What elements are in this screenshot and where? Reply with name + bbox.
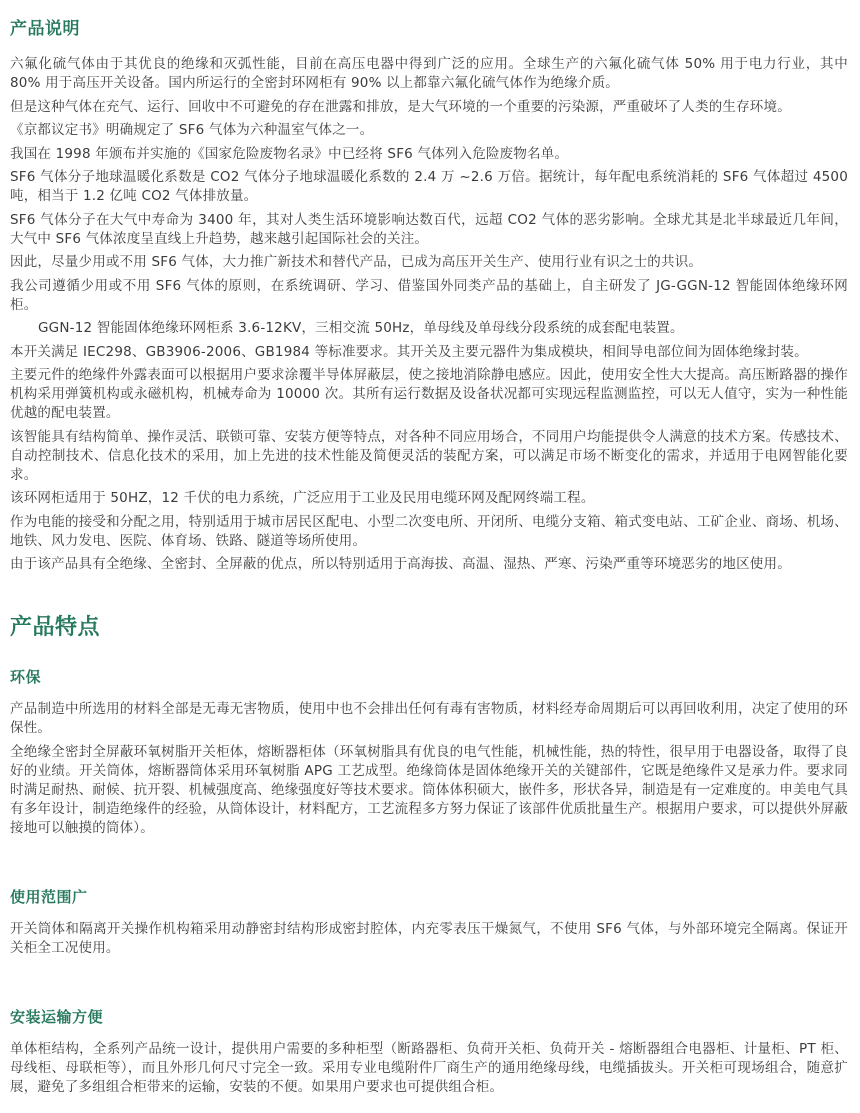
paragraph-sf6-usage: 六氟化硫气体由于其优良的绝缘和灭弧性能，目前在高压电器中得到广泛的应用。全球生产的六氟化硫气体 50% 用于电力行业，其中 80% 用于高压开关设备。国内所运行的全密封环网柜有 90% 以上都靠六氟化硫气体作为绝缘介质。 bbox=[10, 56, 848, 91]
paragraph-sealed-nitrogen-chamber: 开关筒体和隔离开关操作机构箱采用动静密封结构形成密封腔体，内充零表压干燥氮气，不使用 SF6 气体，与外部环境完全隔离。保证开关柜全工况使用。 bbox=[10, 920, 848, 956]
subsection-title-environmental: 环保 bbox=[10, 668, 42, 686]
paragraph-hazardous-waste-list: 我国在 1998 年颁布并实施的《国家危险废物名录》中已经将 SF6 气体列入危险废物名单。 bbox=[10, 145, 569, 162]
paragraph-warming-coefficient: SF6 气体分子地球温暖化系数是 CO2 气体分子地球温暖化系数的 2.4 万 ~2.6 万倍。据统计，每年配电系统消耗的 SF6 气体超过 4500 吨，相当于 1.2 亿吨 CO2 气体排放量。 bbox=[10, 169, 848, 204]
paragraph-application-sites: 作为电能的接受和分配之用，特别适用于城市居民区配电、小型二次变电所、开闭所、电缆分支箱、箱式变电站、工矿企业、商场、机场、地铁、风力发电、医院、体育场、铁路、隧道等场所使用。 bbox=[10, 513, 848, 549]
paragraph-industry-consensus: 因此，尽量少用或不用 SF6 气体，大力推广新技术和替代产品，已成为高压开关生产、使用行业有识之士的共识。 bbox=[10, 254, 703, 270]
paragraph-harsh-environment: 由于该产品具有全绝缘、全密封、全屏蔽的优点，所以特别适用于高海拔、高温、湿热、严寒、污染严重等环境恶劣的地区使用。 bbox=[10, 556, 791, 572]
product-features-title: 产品特点 bbox=[10, 615, 101, 640]
subsection-title-easy-installation: 安装运输方便 bbox=[10, 1007, 104, 1026]
paragraph-ggn12-overview: GGN-12 智能固体绝缘环网柜系 3.6-12KV，三相交流 50Hz，单母线及单母线分段系统的成套配电装置。 bbox=[38, 320, 684, 336]
subsection-title-wide-application: 使用范围广 bbox=[10, 887, 88, 906]
paragraph-unit-cabinet-structure: 单体柜结构，全系列产品统一设计，提供用户需要的多种柜型（断路器柜、负荷开关柜、负荷开关 - 熔断器组合电器柜、计量柜、PT 柜、母线柜、母联柜等），而且外形几何尺寸完全一致。采用专业电缆附件厂商生产的通用绝缘母线，电缆插拔头。开关柜可现场组合，随意扩展，避免了多组组合柜带来的运输，安装的不便。如果用户要求也可提供组合柜。 bbox=[10, 1040, 848, 1095]
paragraph-gas-pollution: 但是这种气体在充气、运行、回收中不可避免的存在泄露和排放，是大气环境的一个重要的污染源，严重破坏了人类的生存环境。 bbox=[10, 98, 791, 115]
paragraph-power-system-application: 该环网柜适用于 50HZ，12 千伏的电力系统，广泛应用于工业及民用电缆环网及配网终端工程。 bbox=[10, 490, 595, 506]
paragraph-company-principle: 我公司遵循少用或不用 SF6 气体的原则，在系统调研、学习、借鉴国外同类产品的基础上，自主研发了 JG-GGN-12 智能固体绝缘环网柜。 bbox=[10, 277, 848, 313]
paragraph-insulation-safety: 主要元件的绝缘件外露表面可以根据用户要求涂覆半导体屏蔽层，使之接地消除静电感应。因此，使用安全性大大提高。高压断路器的操作机构采用弹簧机构或永磁机构，机械寿命为 10000 次。其所有运行数据及设备状况都可实现远程监测监控，可以无人值守，实为一种性能优越的配电装置。 bbox=[10, 367, 848, 421]
paragraph-standards-compliance: 本开关满足 IEC298、GB3906-2006、GB1984 等标准要求。其开关及主要元器件为集成模块，相间导电部位间为固体绝缘封装。 bbox=[10, 343, 808, 360]
paragraph-smart-features: 该智能具有结构简单、操作灵活、联锁可靠、安装方便等特点，对各种不同应用场合，不同用户均能提供令人满意的技术方案。传感技术、自动控制技术、信息化技术的采用，加上先进的技术性能及简便灵活的装配方案，可以满足市场不断变化的需求，并适用于电网智能化要求。 bbox=[10, 428, 848, 483]
product-description-title: 产品说明 bbox=[10, 19, 80, 39]
paragraph-nontoxic-materials: 产品制造中所选用的材料全部是无毒无害物质，使用中也不会排出任何有毒有害物质，材料经寿命周期后可以再回收利用，决定了使用的环保性。 bbox=[10, 701, 848, 736]
paragraph-epoxy-resin-cabinet: 全绝缘全密封全屏蔽环氧树脂开关柜体，熔断器柜体（环氧树脂具有优良的电气性能，机械性能，热的特性，很早用于电器设备，取得了良好的业绩。开关筒体，熔断器筒体采用环氧树脂 APG 工艺成型。绝缘筒体是固体绝缘开关的关键部件，它既是绝缘件又是承力件。要求同时满足耐热、耐候、抗开裂、机械强度高、绝缘强度好等技术要求。筒体体积硕大，嵌件多，形状各异，制造是有一定难度的。申美电气具有多年设计，制造绝缘件的经验，从筒体设计，材料配方，工艺流程多方努力保证了该部件优质批量生产。根据用户要求，可以提供外屏蔽接地可以触摸的筒体）。 bbox=[10, 743, 848, 836]
paragraph-atmospheric-lifetime: SF6 气体分子在大气中寿命为 3400 年，其对人类生活环境影响达数百代，远超 CO2 气体的恶劣影响。全球尤其是北半球最近几年间，大气中 SF6 气体浓度呈直线上升趋势，越来越引起国际社会的关注。 bbox=[10, 211, 848, 247]
section-product-features bbox=[10, 610, 848, 1097]
paragraph-kyoto-protocol: 《京都议定书》明确规定了 SF6 气体为六种温室气体之一。 bbox=[10, 122, 374, 138]
section-product-description bbox=[10, 14, 848, 574]
